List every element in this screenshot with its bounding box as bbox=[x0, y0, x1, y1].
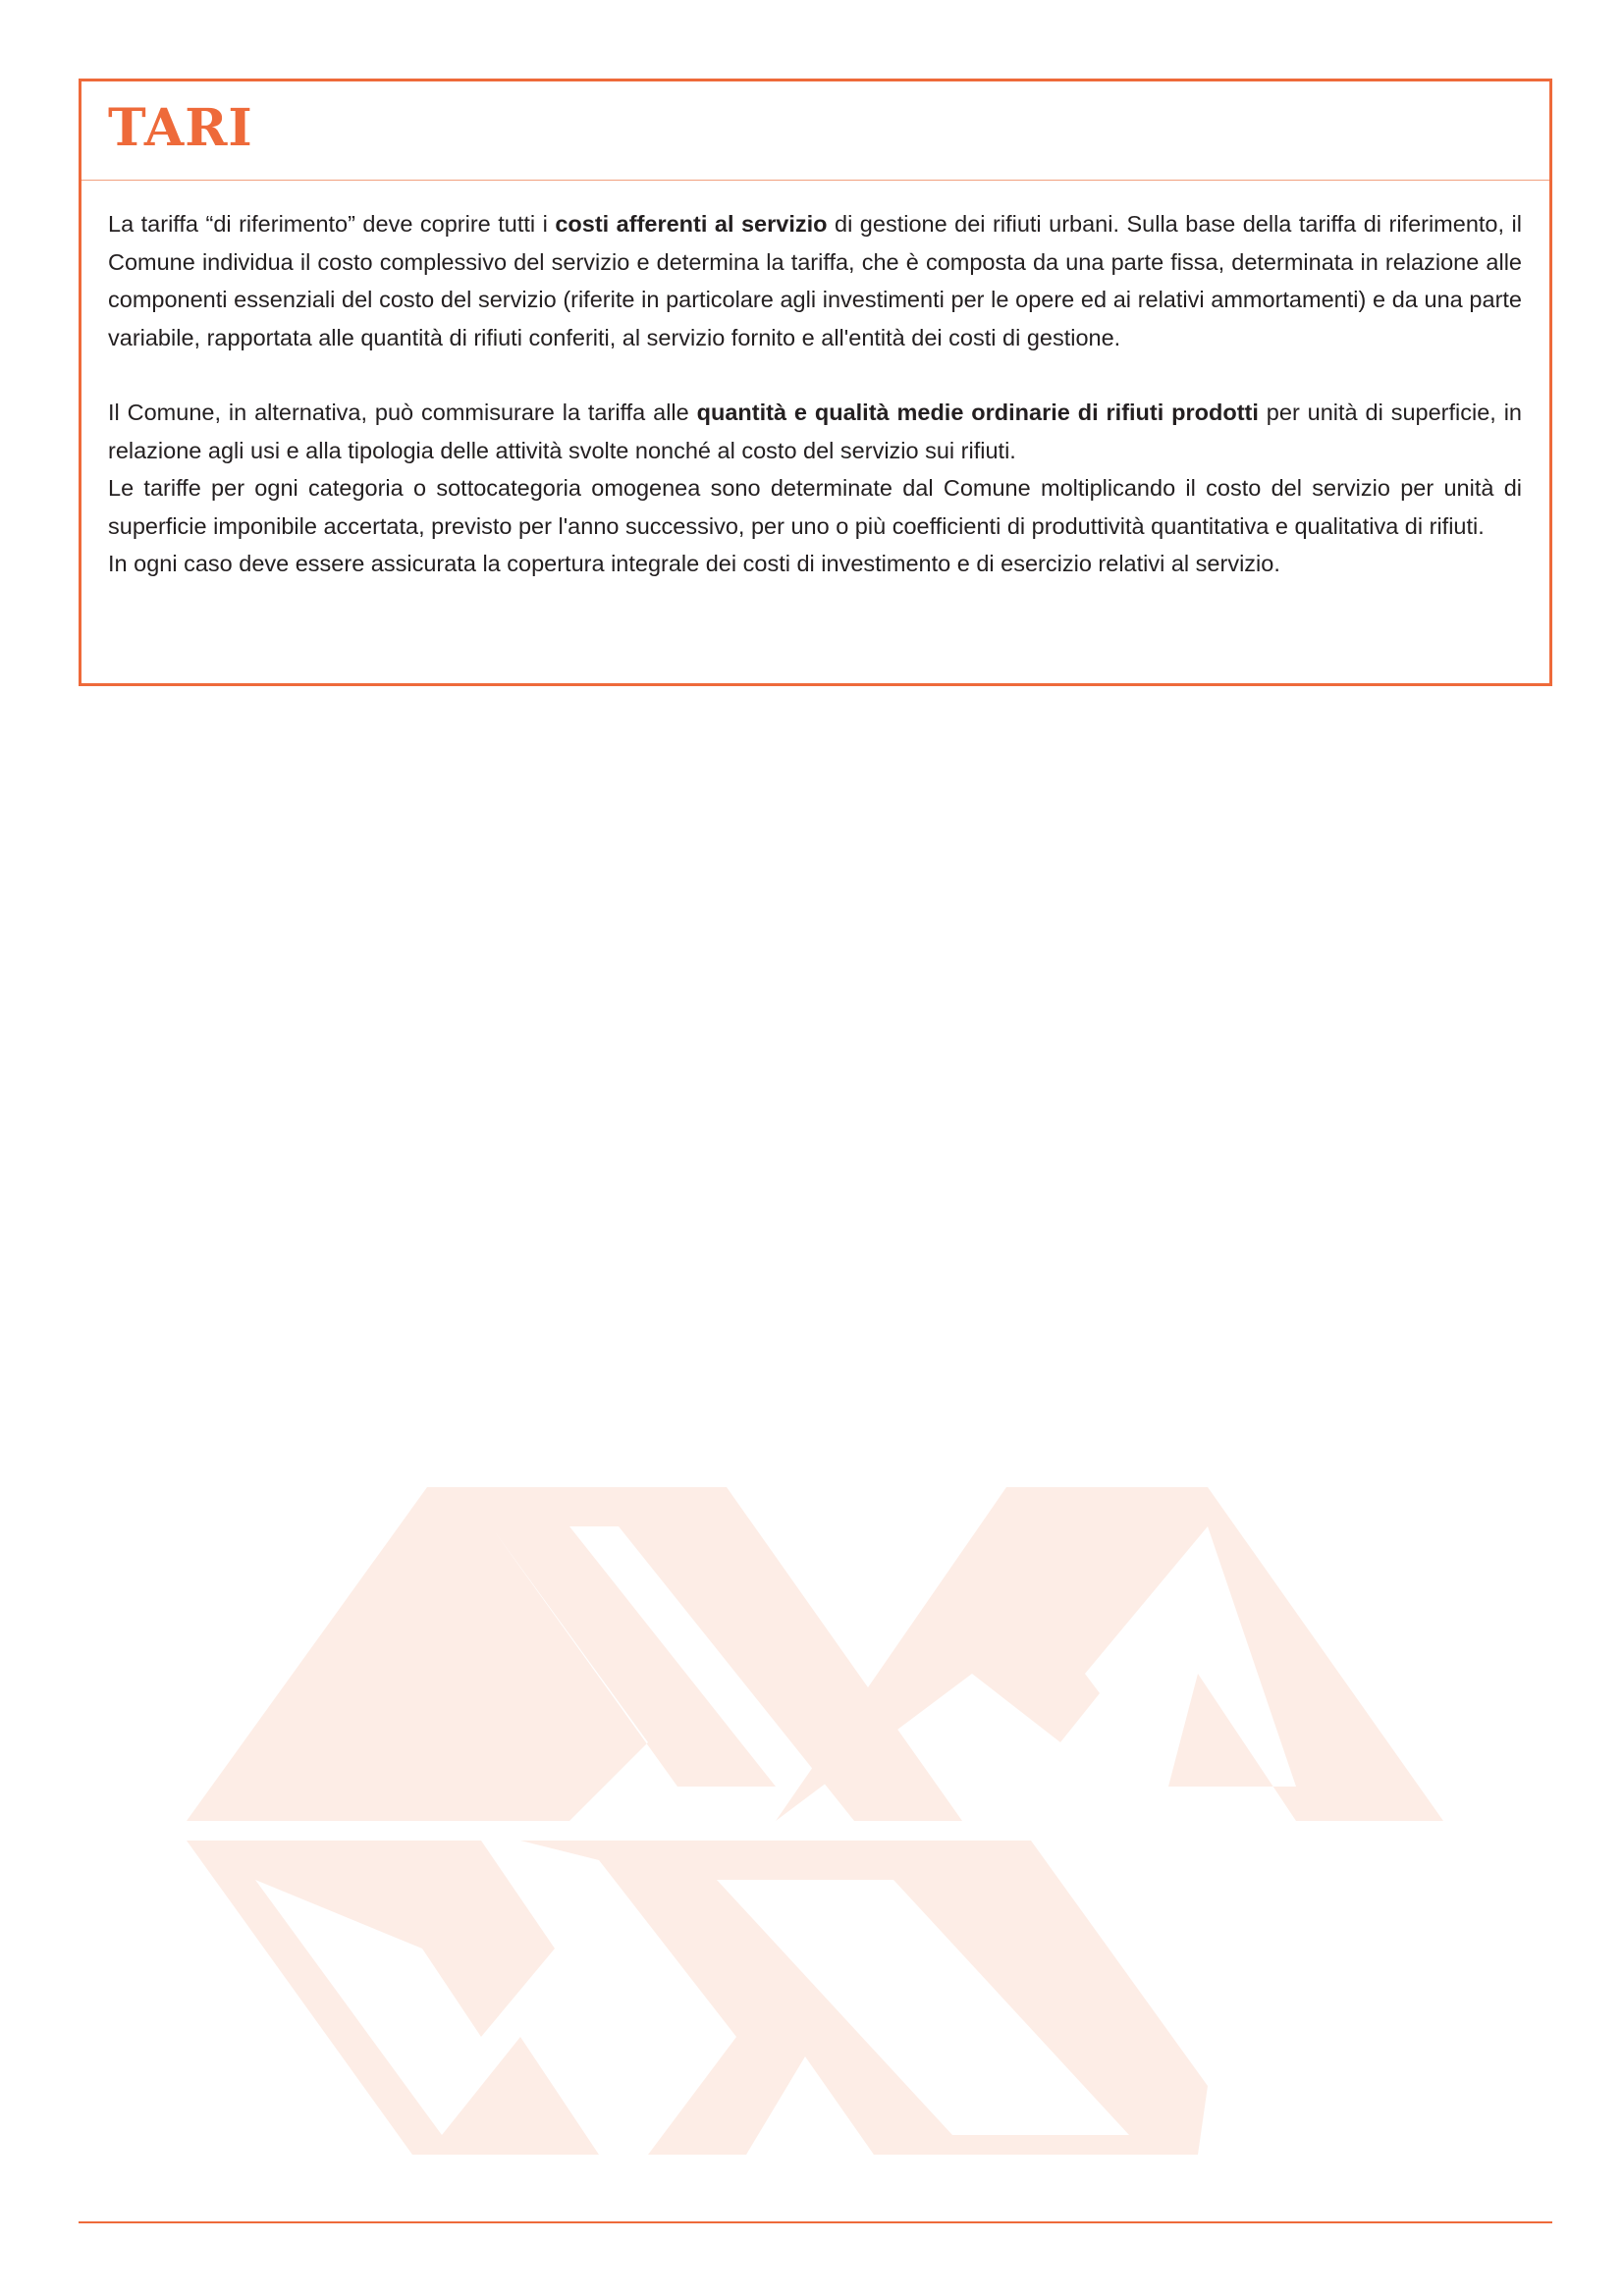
paragraph-3: Le tariffe per ogni categoria o sottocategoria omogenea sono determinate dal Comune moltiplicando il costo del servizio per unità di superficie imponibile accertata, previsto per l'anno successivo, per uno o più coefficienti di produttività quantitativa e qualitativa di rifiuti. bbox=[108, 475, 1522, 539]
paragraph-2-text-c: per unità di superficie, in relazione agli usi e alla tipologia delle attività svolte nonché al costo del servizio sui rifiuti. bbox=[108, 400, 1522, 463]
paragraph-2-text-a: Il Comune, in alternativa, può commisurare la tariffa alle bbox=[108, 400, 697, 425]
paragraph-4: In ogni caso deve essere assicurata la copertura integrale dei costi di investimento e di esercizio relativi al servizio. bbox=[108, 551, 1280, 576]
paragraph-1-text-c: di gestione dei rifiuti urbani. Sulla base della tariffa di riferimento, il Comune individua il costo complessivo del servizio e determina la tariffa, che è composta da una parte fissa, determinata in relazione alle componenti essenziali del costo del servizio (riferite in particolare agli investimenti per le opere ed ai relativi ammortamenti) e da una parte variabile, rapportata alle quantità di rifiuti conferiti, al servizio fornito e all'entità dei costi di gestione. bbox=[108, 211, 1522, 350]
paragraph-1-text-a: La tariffa “di riferimento” deve coprire tutti i bbox=[108, 211, 556, 237]
paragraph-1 bbox=[108, 205, 1522, 356]
box-header bbox=[81, 81, 1549, 181]
page-title: TARI bbox=[108, 98, 253, 158]
logo-watermark-icon bbox=[187, 1487, 1443, 2155]
watermark-shape-1 bbox=[187, 1487, 962, 1821]
paragraph-2-bold: quantità e qualità medie ordinarie di rifiuti prodotti bbox=[696, 400, 1259, 425]
watermark-shape-3 bbox=[187, 1841, 599, 2155]
footer-divider bbox=[79, 2221, 1552, 2223]
body-text bbox=[108, 205, 1522, 583]
paragraph-1-bold: costi afferenti al servizio bbox=[555, 211, 828, 237]
watermark-shape-4 bbox=[520, 1841, 1208, 2155]
tari-info-box bbox=[79, 79, 1552, 686]
paragraph-2 bbox=[108, 394, 1522, 469]
